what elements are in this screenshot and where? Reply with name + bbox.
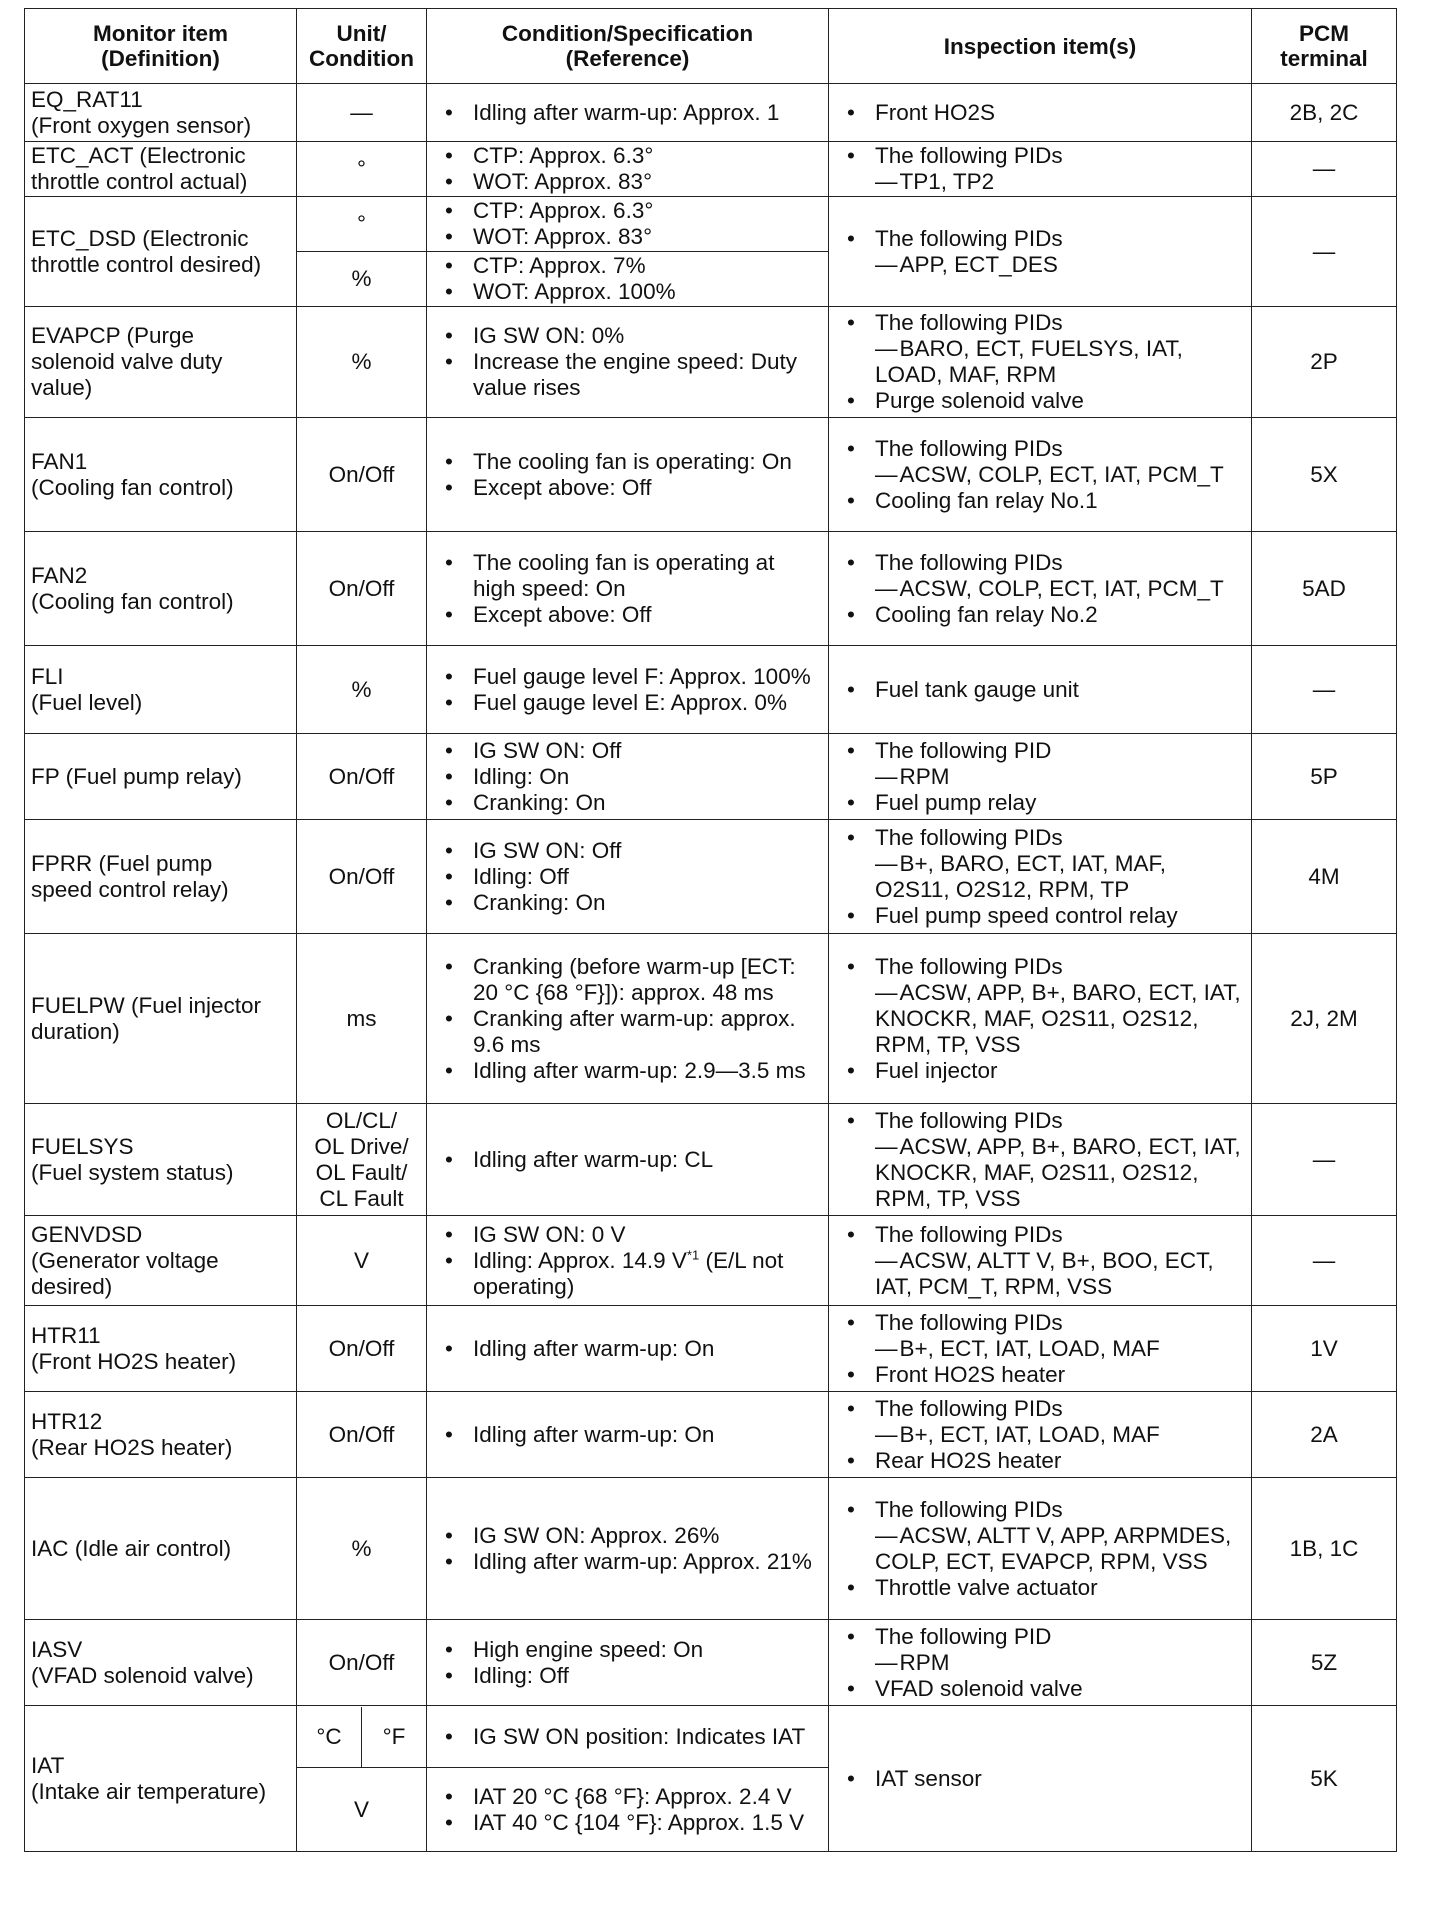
header-inspection-items: Inspection item(s) <box>829 9 1252 84</box>
unit-celsius: °C <box>316 1723 342 1749</box>
condition-cell: • CTP: Approx. 7% • WOT: Approx. 100% <box>427 252 829 307</box>
header-condition-specification: Condition/Specification (Reference) <box>427 9 829 84</box>
condition-cell: • IG SW ON position: Indicates IAT <box>427 1706 829 1768</box>
unit-cell: On/Off <box>297 418 427 532</box>
table-row-fan2 <box>25 532 1397 646</box>
unit-cell: On/Off <box>297 1620 427 1706</box>
monitor-item-cell: HTR12 (Rear HO2S heater) <box>25 1392 297 1478</box>
table-row-fuelpw <box>25 934 1397 1104</box>
pcm-terminal-cell: 5Z <box>1252 1620 1397 1706</box>
monitor-item-cell: FLI (Fuel level) <box>25 646 297 734</box>
condition-cell: • The cooling fan is operating at high speed: On • Except above: Off <box>427 532 829 646</box>
condition-cell: • CTP: Approx. 6.3° • WOT: Approx. 83° <box>427 197 829 252</box>
monitor-item-cell: IAC (Idle air control) <box>25 1478 297 1620</box>
condition-cell: • IG SW ON: Off • Idling: Off • Cranking: On <box>427 820 829 934</box>
unit-cell <box>297 1706 427 1768</box>
table-row-iac <box>25 1478 1397 1620</box>
pcm-terminal-cell: 1V <box>1252 1306 1397 1392</box>
inspection-cell: • The following PIDs — ACSW, COLP, ECT, IAT, PCM_T • Cooling fan relay No.2 <box>829 532 1252 646</box>
header-monitor-item: Monitor item (Definition) <box>25 9 297 84</box>
pcm-terminal-cell: — <box>1252 1216 1397 1306</box>
monitor-item-cell: FPRR (Fuel pump speed control relay) <box>25 820 297 934</box>
monitor-item-cell: FUELPW (Fuel injector duration) <box>25 934 297 1104</box>
condition-cell: • IG SW ON: Off • Idling: On • Cranking: On <box>427 734 829 820</box>
unit-cell: On/Off <box>297 734 427 820</box>
pcm-terminal-cell: — <box>1252 142 1397 197</box>
monitor-item-cell: FUELSYS (Fuel system status) <box>25 1104 297 1216</box>
inspection-cell: • The following PIDs — ACSW, APP, B+, BARO, ECT, IAT, KNOCKR, MAF, O2S11, O2S12, RPM, TP, VSS <box>829 1104 1252 1216</box>
monitor-item-cell: FAN2 (Cooling fan control) <box>25 532 297 646</box>
pcm-terminal-cell: 2B, 2C <box>1252 84 1397 142</box>
table-row-genvdsd <box>25 1216 1397 1306</box>
condition-cell: • The cooling fan is operating: On • Except above: Off <box>427 418 829 532</box>
unit-cell: % <box>297 252 427 307</box>
pid-monitor-table-page <box>24 8 1396 1852</box>
monitor-item-cell: ETC_DSD (Electronic throttle control desired) <box>25 197 297 307</box>
unit-cell: % <box>297 646 427 734</box>
inspection-cell: • The following PIDs — TP1, TP2 <box>829 142 1252 197</box>
table-row-etc-act <box>25 142 1397 197</box>
condition-cell: • IAT 20 °C {68 °F}: Approx. 2.4 V • IAT 40 °C {104 °F}: Approx. 1.5 V <box>427 1768 829 1852</box>
unit-cell: On/Off <box>297 1306 427 1392</box>
table-row-iat <box>25 1706 1397 1768</box>
inspection-cell: • IAT sensor <box>829 1706 1252 1852</box>
monitor-item-cell: ETC_ACT (Electronic throttle control actual) <box>25 142 297 197</box>
table-row-htr12 <box>25 1392 1397 1478</box>
condition-cell: • Idling after warm-up: CL <box>427 1104 829 1216</box>
monitor-item-cell: FAN1 (Cooling fan control) <box>25 418 297 532</box>
unit-fahrenheit: °F <box>361 1707 426 1767</box>
inspection-cell: • The following PIDs — ACSW, COLP, ECT, IAT, PCM_T • Cooling fan relay No.1 <box>829 418 1252 532</box>
table-row-iasv <box>25 1620 1397 1706</box>
unit-cell: % <box>297 307 427 418</box>
condition-cell: • IG SW ON: Approx. 26% • Idling after warm-up: Approx. 21% <box>427 1478 829 1620</box>
pcm-terminal-cell: — <box>1252 1104 1397 1216</box>
table-row-fan1 <box>25 418 1397 532</box>
condition-cell: • IG SW ON: 0% • Increase the engine speed: Duty value rises <box>427 307 829 418</box>
condition-cell: • Cranking (before warm-up [ECT: 20 °C {68 °F}]): approx. 48 ms • Cranking after warm-up: approx. 9.6 ms • Idling after warm-up: 2.9—3.5 ms <box>427 934 829 1104</box>
monitor-item-cell: IAT (Intake air temperature) <box>25 1706 297 1852</box>
pcm-terminal-cell: 5P <box>1252 734 1397 820</box>
unit-cell: ms <box>297 934 427 1104</box>
unit-cell: ° <box>297 142 427 197</box>
pcm-terminal-cell: — <box>1252 197 1397 307</box>
monitor-item-cell: EVAPCP (Purge solenoid valve duty value) <box>25 307 297 418</box>
inspection-cell: • Front HO2S <box>829 84 1252 142</box>
inspection-cell: • Fuel tank gauge unit <box>829 646 1252 734</box>
unit-cell: ° <box>297 197 427 252</box>
pcm-terminal-cell: 2P <box>1252 307 1397 418</box>
pcm-terminal-cell: 2J, 2M <box>1252 934 1397 1104</box>
inspection-cell: • The following PIDs — ACSW, APP, B+, BARO, ECT, IAT, KNOCKR, MAF, O2S11, O2S12, RPM, TP, VSS • Fuel injector <box>829 934 1252 1104</box>
table-row-fprr <box>25 820 1397 934</box>
table-row-fp <box>25 734 1397 820</box>
header-unit-condition: Unit/ Condition <box>297 9 427 84</box>
unit-cell: On/Off <box>297 532 427 646</box>
monitor-item-cell: HTR11 (Front HO2S heater) <box>25 1306 297 1392</box>
header-row <box>25 9 1397 84</box>
inspection-cell: • The following PIDs — B+, ECT, IAT, LOAD, MAF • Front HO2S heater <box>829 1306 1252 1392</box>
pcm-terminal-cell: 5K <box>1252 1706 1397 1852</box>
unit-cell: V <box>297 1216 427 1306</box>
table-row-fli <box>25 646 1397 734</box>
pcm-terminal-cell: — <box>1252 646 1397 734</box>
inspection-cell: • The following PIDs — B+, ECT, IAT, LOAD, MAF • Rear HO2S heater <box>829 1392 1252 1478</box>
pcm-terminal-cell: 5X <box>1252 418 1397 532</box>
pid-monitor-table <box>24 8 1397 1852</box>
unit-cell: On/Off <box>297 820 427 934</box>
unit-cell: OL/CL/ OL Drive/ OL Fault/ CL Fault <box>297 1104 427 1216</box>
table-row-fuelsys <box>25 1104 1397 1216</box>
unit-cell: % <box>297 1478 427 1620</box>
inspection-cell: • The following PIDs — BARO, ECT, FUELSYS, IAT, LOAD, MAF, RPM • Purge solenoid valve <box>829 307 1252 418</box>
unit-cell: — <box>297 84 427 142</box>
table-row-evapcp <box>25 307 1397 418</box>
condition-cell: • Idling after warm-up: On <box>427 1392 829 1478</box>
condition-cell: • IG SW ON: 0 V • Idling: Approx. 14.9 $V^{*1}$ (E/L not operating) <box>427 1216 829 1306</box>
inspection-cell: • The following PIDs — ACSW, ALTT V, APP, ARPMDES, COLP, ECT, EVAPCP, RPM, VSS • Throttle valve actuator <box>829 1478 1252 1620</box>
inspection-cell: • The following PID — RPM • Fuel pump relay <box>829 734 1252 820</box>
condition-cell: • High engine speed: On • Idling: Off <box>427 1620 829 1706</box>
inspection-cell: • The following PIDs — B+, BARO, ECT, IAT, MAF, O2S11, O2S12, RPM, TP • Fuel pump speed control relay <box>829 820 1252 934</box>
monitor-item-cell: IASV (VFAD solenoid valve) <box>25 1620 297 1706</box>
pcm-terminal-cell: 2A <box>1252 1392 1397 1478</box>
header-pcm-terminal: PCM terminal <box>1252 9 1397 84</box>
condition-cell: • Idling after warm-up: Approx. 1 <box>427 84 829 142</box>
inspection-cell: • The following PIDs — APP, ECT_DES <box>829 197 1252 307</box>
monitor-item-cell: FP (Fuel pump relay) <box>25 734 297 820</box>
table-row-etc-dsd <box>25 197 1397 252</box>
table-row-eq-rat11 <box>25 84 1397 142</box>
monitor-item-cell: EQ_RAT11 (Front oxygen sensor) <box>25 84 297 142</box>
monitor-item-cell: GENVDSD (Generator voltage desired) <box>25 1216 297 1306</box>
pcm-terminal-cell: 4M <box>1252 820 1397 934</box>
unit-cell: On/Off <box>297 1392 427 1478</box>
condition-cell: • Idling after warm-up: On <box>427 1306 829 1392</box>
pcm-terminal-cell: 5AD <box>1252 532 1397 646</box>
pcm-terminal-cell: 1B, 1C <box>1252 1478 1397 1620</box>
table-row-htr11 <box>25 1306 1397 1392</box>
inspection-cell: • The following PIDs — ACSW, ALTT V, B+, BOO, ECT, IAT, PCM_T, RPM, VSS <box>829 1216 1252 1306</box>
unit-cell: V <box>297 1768 427 1852</box>
condition-cell: • CTP: Approx. 6.3° • WOT: Approx. 83° <box>427 142 829 197</box>
inspection-cell: • The following PID — RPM • VFAD solenoid valve <box>829 1620 1252 1706</box>
condition-cell: • Fuel gauge level F: Approx. 100% • Fuel gauge level E: Approx. 0% <box>427 646 829 734</box>
